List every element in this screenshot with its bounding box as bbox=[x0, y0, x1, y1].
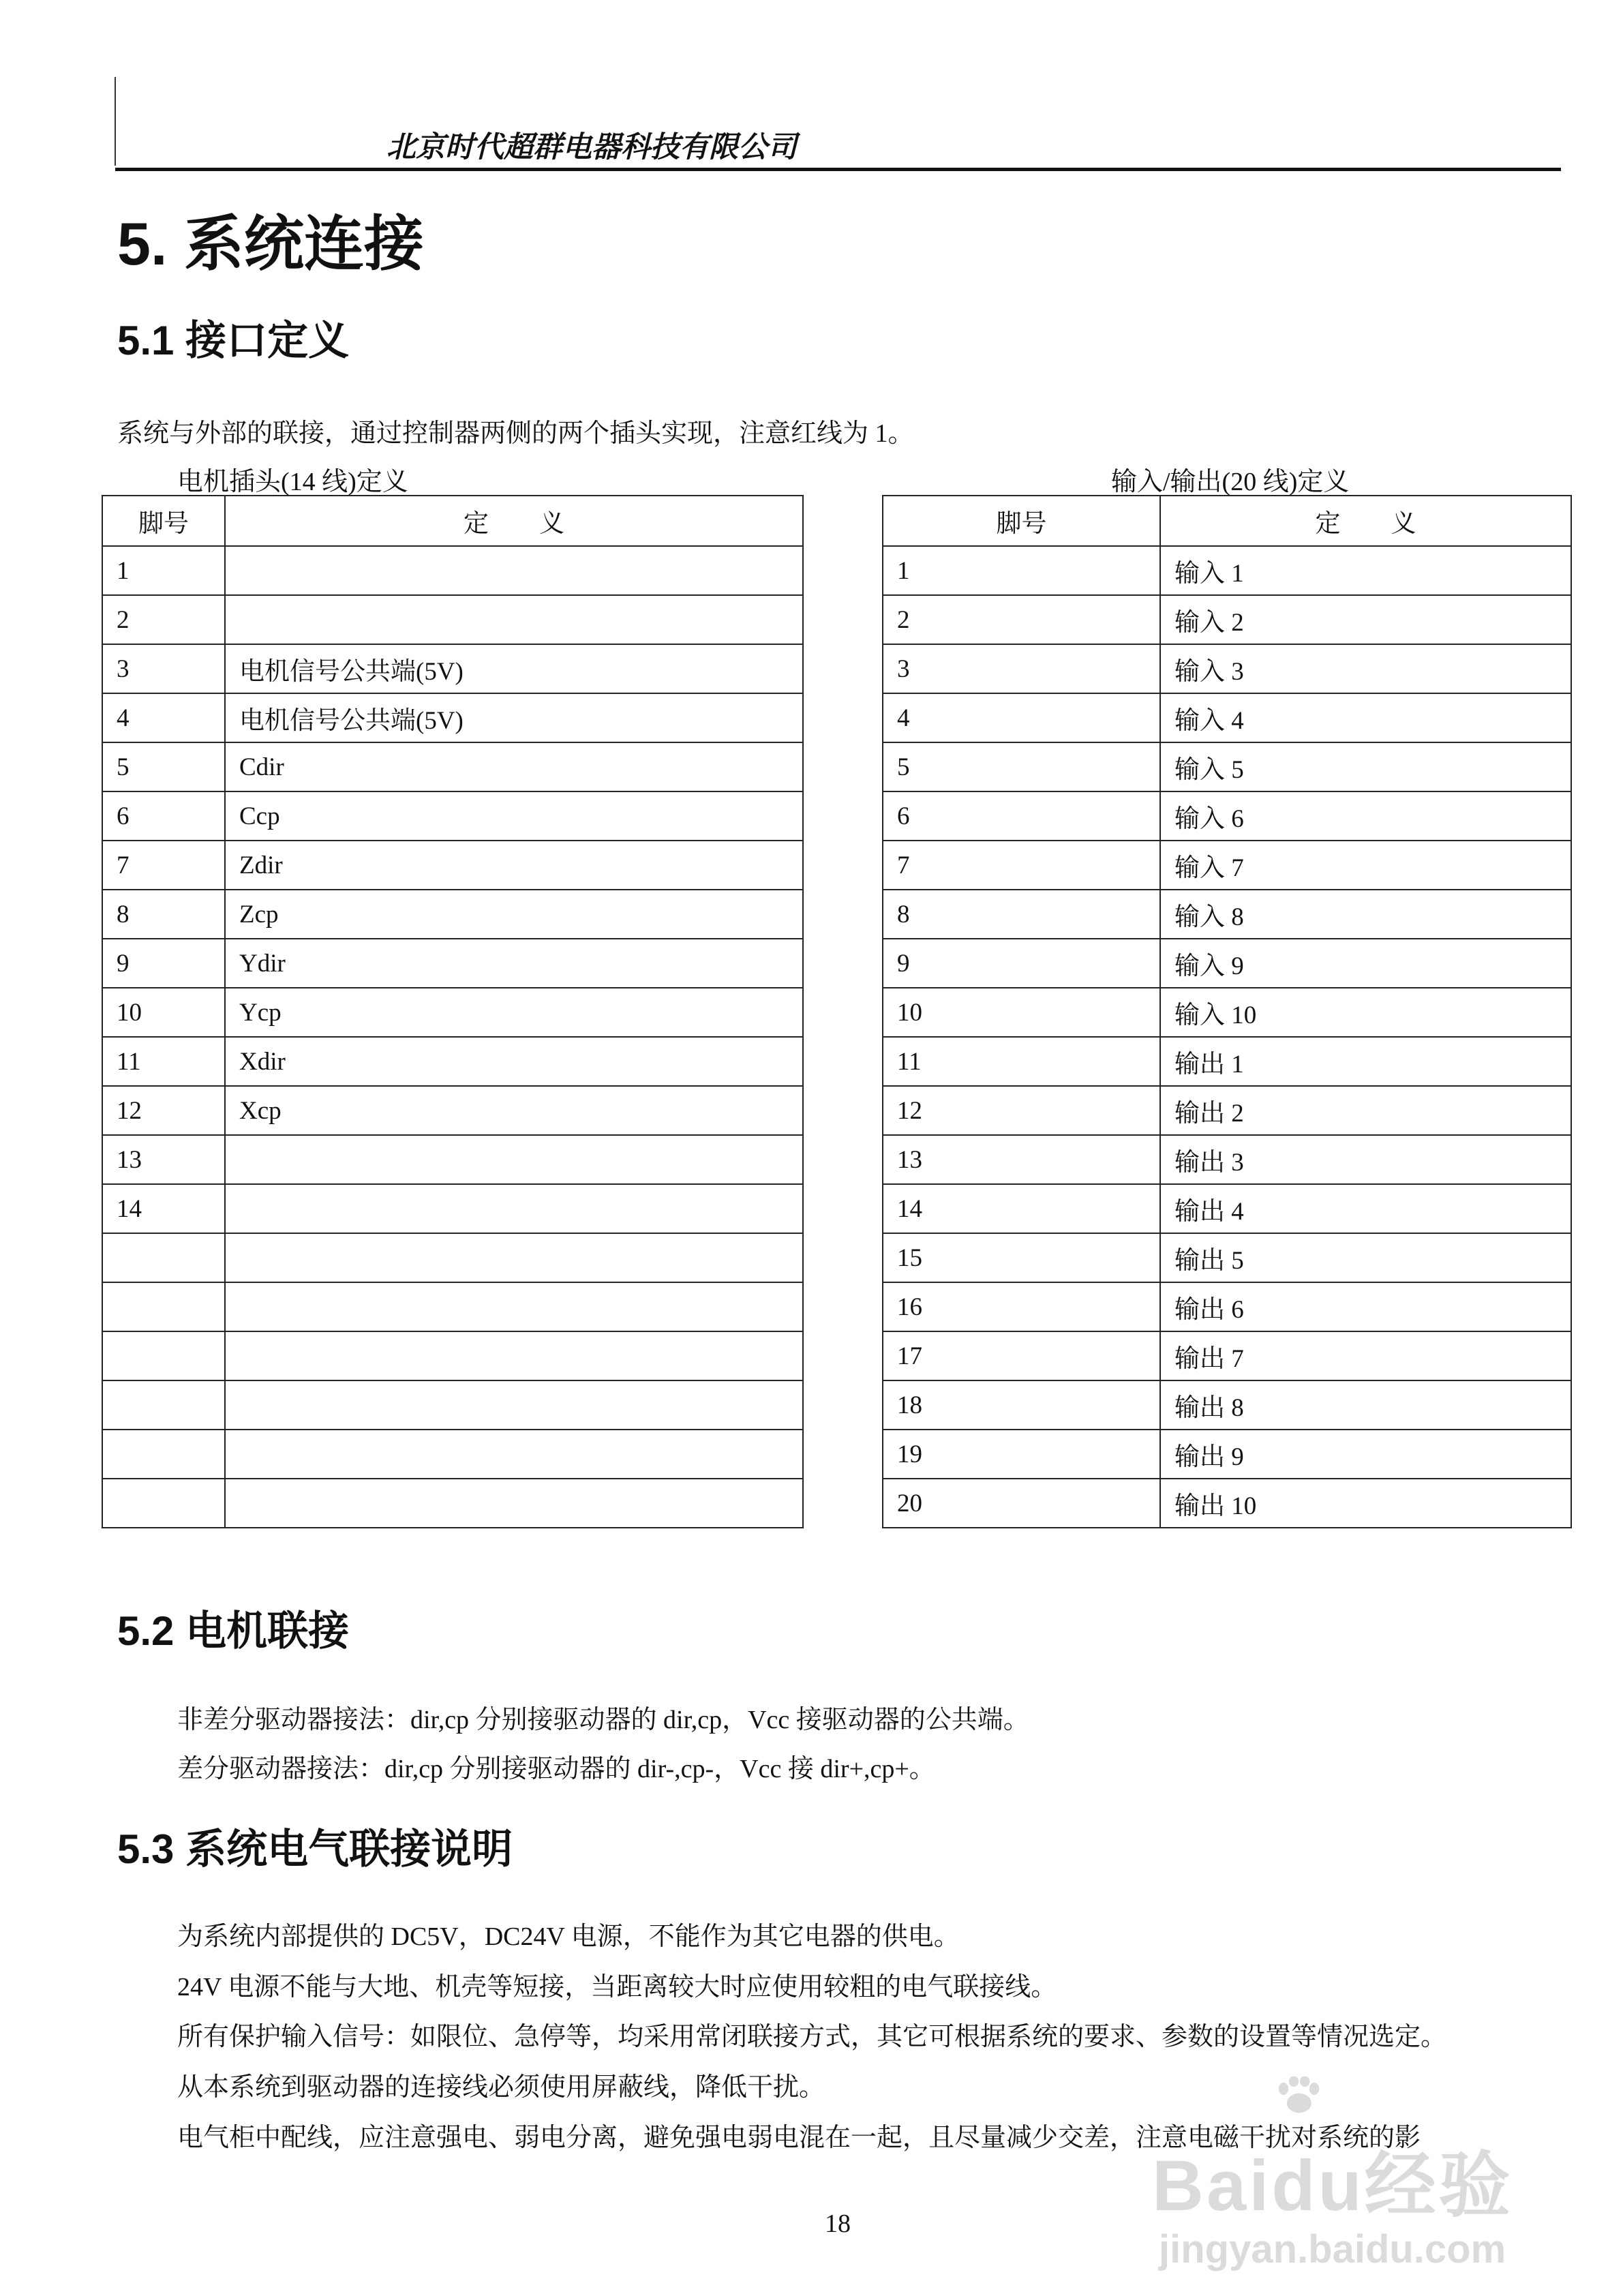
table-row bbox=[883, 1430, 1571, 1479]
pin-number-cell: 3 bbox=[102, 644, 225, 693]
pin-number-cell: 18 bbox=[883, 1380, 1160, 1430]
table-row bbox=[883, 644, 1571, 693]
pin-number-cell: 13 bbox=[883, 1135, 1160, 1184]
pin-number-cell: 4 bbox=[102, 693, 225, 742]
table-row bbox=[102, 693, 803, 742]
paragraph: 24V 电源不能与大地、机壳等短接，当距离较大时应使用较粗的电气联接线。 bbox=[177, 1973, 1057, 2002]
definition-cell: 输入 4 bbox=[1160, 693, 1571, 742]
page-number: 18 bbox=[825, 2209, 851, 2238]
pin-number-cell: 20 bbox=[883, 1479, 1160, 1528]
table-row bbox=[102, 1184, 803, 1233]
pin-number-cell: 12 bbox=[883, 1086, 1160, 1135]
table-row bbox=[102, 1282, 803, 1331]
table-row bbox=[883, 546, 1571, 595]
table-row bbox=[883, 988, 1571, 1037]
table-row bbox=[102, 1430, 803, 1479]
table-row bbox=[883, 1282, 1571, 1331]
pin-number-cell: 2 bbox=[102, 595, 225, 644]
definition-cell bbox=[225, 546, 803, 595]
definition-cell: 输出 2 bbox=[1160, 1086, 1571, 1135]
table-row bbox=[883, 1479, 1571, 1528]
table-row bbox=[102, 644, 803, 693]
pin-number-cell: 14 bbox=[883, 1184, 1160, 1233]
table-header-row bbox=[883, 496, 1571, 546]
table-row bbox=[102, 1037, 803, 1086]
pin-number-cell: 15 bbox=[883, 1233, 1160, 1282]
paragraph: 系统与外部的联接，通过控制器两侧的两个插头实现，注意红线为 1。 bbox=[117, 419, 914, 448]
motor-table-caption: 电机插头(14 线)定义 bbox=[177, 468, 408, 496]
table-row bbox=[883, 1086, 1571, 1135]
definition-cell: 电机信号公共端(5V) bbox=[225, 644, 803, 693]
paw-icon bbox=[1275, 2076, 1321, 2113]
definition-cell: 输入 2 bbox=[1160, 595, 1571, 644]
definition-cell: 输入 9 bbox=[1160, 939, 1571, 988]
pin-number-cell: 8 bbox=[883, 890, 1160, 939]
definition-cell bbox=[225, 1135, 803, 1184]
pin-number-cell bbox=[102, 1282, 225, 1331]
definition-cell: 输出 10 bbox=[1160, 1479, 1571, 1528]
table-row bbox=[102, 890, 803, 939]
definition-cell: Zcp bbox=[225, 890, 803, 939]
pin-number-cell: 11 bbox=[102, 1037, 225, 1086]
table-row bbox=[883, 742, 1571, 791]
pin-number-cell: 9 bbox=[102, 939, 225, 988]
definition-cell: 电机信号公共端(5V) bbox=[225, 693, 803, 742]
pin-number-cell: 5 bbox=[102, 742, 225, 791]
definition-cell: 输入 1 bbox=[1160, 546, 1571, 595]
table-row bbox=[883, 890, 1571, 939]
column-header-definition: 定 义 bbox=[225, 496, 803, 546]
definition-cell: Cdir bbox=[225, 742, 803, 791]
table-row bbox=[883, 693, 1571, 742]
pin-number-cell: 9 bbox=[883, 939, 1160, 988]
definition-cell: 输入 7 bbox=[1160, 841, 1571, 890]
table-row bbox=[102, 791, 803, 841]
table-row bbox=[883, 1135, 1571, 1184]
pin-number-cell: 3 bbox=[883, 644, 1160, 693]
pin-number-cell: 5 bbox=[883, 742, 1160, 791]
definition-cell bbox=[225, 1233, 803, 1282]
paragraph: 为系统内部提供的 DC5V，DC24V 电源，不能作为其它电器的供电。 bbox=[177, 1922, 960, 1951]
paragraph: 从本系统到驱动器的连接线必须使用屏蔽线，降低干扰。 bbox=[177, 2073, 825, 2102]
table-row bbox=[102, 939, 803, 988]
definition-cell: 输出 6 bbox=[1160, 1282, 1571, 1331]
pin-number-cell: 12 bbox=[102, 1086, 225, 1135]
watermark-logo: Baidu经验 bbox=[1152, 2146, 1513, 2226]
definition-cell: 输出 8 bbox=[1160, 1380, 1571, 1430]
table-row bbox=[102, 988, 803, 1037]
definition-cell: 输入 5 bbox=[1160, 742, 1571, 791]
definition-cell: 输出 7 bbox=[1160, 1331, 1571, 1380]
pin-number-cell: 7 bbox=[883, 841, 1160, 890]
definition-cell: Zdir bbox=[225, 841, 803, 890]
definition-cell bbox=[225, 1430, 803, 1479]
header-vertical-line bbox=[115, 77, 116, 166]
table-row bbox=[102, 1233, 803, 1282]
definition-cell: Ydir bbox=[225, 939, 803, 988]
table-row bbox=[102, 1380, 803, 1430]
pin-number-cell: 1 bbox=[102, 546, 225, 595]
definition-cell: 输出 3 bbox=[1160, 1135, 1571, 1184]
table-row bbox=[883, 1331, 1571, 1380]
table-row bbox=[883, 841, 1571, 890]
table-row bbox=[883, 1380, 1571, 1430]
definition-cell: Ccp bbox=[225, 791, 803, 841]
paragraph: 差分驱动器接法：dir,cp 分别接驱动器的 dir-,cp-，Vcc 接 dir+,cp+。 bbox=[177, 1755, 935, 1783]
pin-number-cell: 13 bbox=[102, 1135, 225, 1184]
definition-cell: 输出 5 bbox=[1160, 1233, 1571, 1282]
pin-number-cell: 6 bbox=[883, 791, 1160, 841]
definition-cell: 输出 1 bbox=[1160, 1037, 1571, 1086]
table-row bbox=[102, 841, 803, 890]
definition-cell bbox=[225, 1479, 803, 1528]
chapter-title: 5. 系统连接 bbox=[117, 210, 424, 277]
table-row bbox=[102, 1479, 803, 1528]
definition-cell: 输入 6 bbox=[1160, 791, 1571, 841]
definition-cell: Ycp bbox=[225, 988, 803, 1037]
pin-number-cell: 16 bbox=[883, 1282, 1160, 1331]
definition-cell: 输出 9 bbox=[1160, 1430, 1571, 1479]
definition-cell bbox=[225, 1282, 803, 1331]
pin-number-cell bbox=[102, 1331, 225, 1380]
table-row bbox=[883, 1233, 1571, 1282]
pin-number-cell: 4 bbox=[883, 693, 1160, 742]
pin-number-cell: 8 bbox=[102, 890, 225, 939]
definition-cell bbox=[225, 595, 803, 644]
table-row bbox=[883, 791, 1571, 841]
definition-cell: 输入 10 bbox=[1160, 988, 1571, 1037]
pin-number-cell: 17 bbox=[883, 1331, 1160, 1380]
table-row bbox=[102, 1331, 803, 1380]
pin-number-cell bbox=[102, 1479, 225, 1528]
column-header-pin: 脚号 bbox=[102, 496, 225, 546]
section-title-5-3: 5.3 系统电气联接说明 bbox=[117, 1826, 513, 1872]
pin-number-cell: 11 bbox=[883, 1037, 1160, 1086]
definition-cell: Xcp bbox=[225, 1086, 803, 1135]
section-title-5-1: 5.1 接口定义 bbox=[117, 318, 350, 363]
pin-number-cell: 14 bbox=[102, 1184, 225, 1233]
column-header-pin: 脚号 bbox=[883, 496, 1160, 546]
pin-number-cell: 19 bbox=[883, 1430, 1160, 1479]
header-rule bbox=[115, 168, 1561, 171]
definition-cell bbox=[225, 1380, 803, 1430]
pin-number-cell: 1 bbox=[883, 546, 1160, 595]
io-connector-table bbox=[882, 495, 1572, 1528]
table-row bbox=[883, 595, 1571, 644]
table-row bbox=[883, 939, 1571, 988]
pin-number-cell: 10 bbox=[102, 988, 225, 1037]
column-header-definition: 定 义 bbox=[1160, 496, 1571, 546]
table-row bbox=[102, 742, 803, 791]
table-row bbox=[883, 1037, 1571, 1086]
pin-number-cell: 7 bbox=[102, 841, 225, 890]
baidu-watermark bbox=[1152, 2045, 1561, 2296]
table-row bbox=[102, 1086, 803, 1135]
pin-number-cell bbox=[102, 1430, 225, 1479]
table-row bbox=[102, 595, 803, 644]
table-row bbox=[102, 546, 803, 595]
definition-cell: 输入 8 bbox=[1160, 890, 1571, 939]
pin-number-cell: 2 bbox=[883, 595, 1160, 644]
company-name: 北京时代超群电器科技有限公司 bbox=[386, 131, 797, 164]
definition-cell: Xdir bbox=[225, 1037, 803, 1086]
paragraph: 非差分驱动器接法：dir,cp 分别接驱动器的 dir,cp，Vcc 接驱动器的公共端。 bbox=[177, 1706, 1029, 1734]
motor-connector-table bbox=[102, 495, 804, 1528]
pin-number-cell: 6 bbox=[102, 791, 225, 841]
watermark-url: jingyan.baidu.com bbox=[1159, 2227, 1506, 2271]
definition-cell bbox=[225, 1331, 803, 1380]
io-table-caption: 输入/输出(20 线)定义 bbox=[1111, 468, 1350, 496]
table-row bbox=[883, 1184, 1571, 1233]
definition-cell: 输出 4 bbox=[1160, 1184, 1571, 1233]
section-title-5-2: 5.2 电机联接 bbox=[117, 1608, 350, 1654]
pin-number-cell bbox=[102, 1380, 225, 1430]
paragraph: 所有保护输入信号：如限位、急停等，均采用常闭联接方式，其它可根据系统的要求、参数的设置等情况选定。 bbox=[177, 2023, 1447, 2051]
table-row bbox=[102, 1135, 803, 1184]
definition-cell bbox=[225, 1184, 803, 1233]
pin-number-cell: 10 bbox=[883, 988, 1160, 1037]
definition-cell: 输入 3 bbox=[1160, 644, 1571, 693]
paragraph: 电气柜中配线，应注意强电、弱电分离，避免强电弱电混在一起，且尽量减少交差，注意电磁干扰对系统的影 bbox=[177, 2124, 1421, 2152]
pin-number-cell bbox=[102, 1233, 225, 1282]
table-header-row bbox=[102, 496, 803, 546]
